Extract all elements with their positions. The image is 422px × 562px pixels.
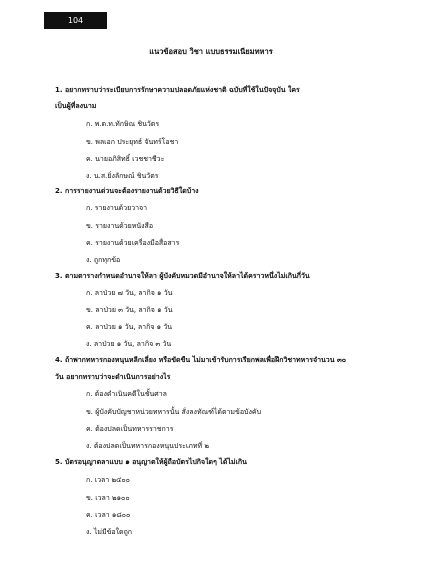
question-5-option-a: ก. เวลา ๒๔๐๐ <box>86 476 130 484</box>
question-2-text: 2. การรายงานด่วนจะต้องรายงานด้วยวิธีใดบ้าง <box>55 187 199 195</box>
page-number-badge: 104 <box>44 12 107 29</box>
question-4-option-b: ข. ผู้บังคับบัญชาหน่วยทหารนั้น สั่งลงทัณฑ์ได้ตามข้อบังคับ <box>86 408 262 416</box>
question-4-option-a: ก. ต้องดำเนินคดีในชั้นศาล <box>86 390 167 398</box>
question-1-option-a: ก. พ.ต.ท.ทักษิณ ชินวัตร <box>86 120 160 128</box>
question-1-text: 1. อยากทราบว่าระเบียบการรักษาความปลอดภัยแห่งชาติ ฉบับที่ใช้ในปัจจุบัน ใคร <box>55 86 300 94</box>
question-2-option-d: ง. ถูกทุกข้อ <box>86 256 121 264</box>
question-2-option-a: ก. รายงานด้วยวาจา <box>86 204 148 212</box>
question-1-option-b: ข. พลเอก ประยุทธ์ จันทร์โอชา <box>86 138 179 146</box>
question-3-text: 3. ตามตารางกำหนดอำนาจให้ลา ผู้บังคับหมวดมีอำนาจให้ลาได้คราวหนึ่งไม่เกินกี่วัน <box>55 272 310 280</box>
question-4-text-cont: วัน อยากทราบว่าจะดำเนินการอย่างไร <box>55 373 171 381</box>
question-5-option-d: ง. ไม่มีข้อใดถูก <box>86 528 133 536</box>
question-4-option-d: ง. ต้องปลดเป็นทหารกองหนุนประเภทที่ ๒ <box>86 442 209 450</box>
question-4-text: 4. ถ้าพากทหารกองหนุนหลีกเลี่ยง หรือขัดขืน ไม่มาเข้ารับการเรียกพลเพื่อฝึกวิชาทหารจำนวน ๓๐ <box>55 356 347 364</box>
question-2-option-b: ข. รายงานด้วยหนังสือ <box>86 222 154 230</box>
question-5-option-c: ค. เวลา ๑๘๐๐ <box>86 511 131 519</box>
page-title: แนวข้อสอบ วิชา แบบธรรมเนียมทหาร <box>149 47 273 56</box>
question-3-option-b: ข. ลาป่วย ๓ วัน, ลากิจ ๑ วัน <box>86 306 173 314</box>
question-1-text-cont: เป็นผู้ที่ลงนาม <box>55 102 97 110</box>
question-3-option-c: ค. ลาป่วย ๑ วัน, ลากิจ ๑ วัน <box>86 323 173 331</box>
question-5-option-b: ข. เวลา ๒๑๐๐ <box>86 494 130 502</box>
question-3-option-a: ก. ลาป่วย ๗ วัน, ลากิจ ๑ วัน <box>86 289 173 297</box>
question-5-text: 5. บัตรอนุญาตลาแบบ ๑ อนุญาตให้ผู้ถือบัตรไปกิจใดๆ ได้ไม่เกิน <box>55 458 247 466</box>
question-1-option-d: ง. น.ส.ยิ่งลักษณ์ ชินวัตร <box>86 172 159 180</box>
question-1-option-c: ค. นายอภิสิทธิ์ เวชชาชีวะ <box>86 155 165 163</box>
question-4-option-c: ค. ต้องปลดเป็นทหารราชการ <box>86 425 174 433</box>
question-2-option-c: ค. รายงานด้วยเครื่องมือสื่อสาร <box>86 239 180 247</box>
question-3-option-d: ง. ลาป่วย ๑ วัน, ลากิจ ๓ วัน <box>86 340 172 348</box>
